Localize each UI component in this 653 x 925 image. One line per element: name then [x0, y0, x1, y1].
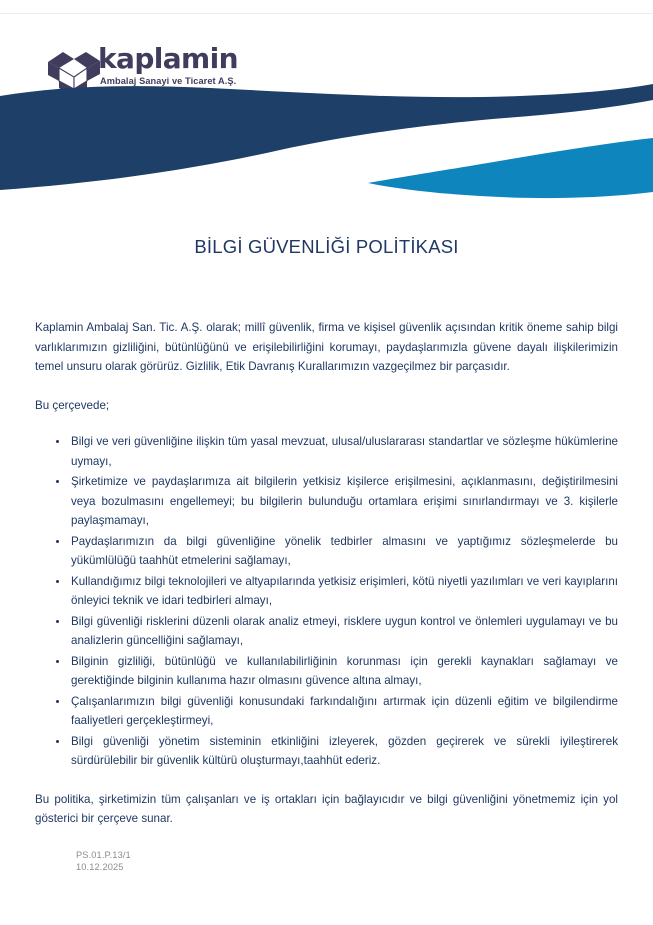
page-title: BİLGİ GÜVENLİĞİ POLİTİKASI — [194, 236, 459, 257]
list-item: Bilgi güvenliği yönetim sisteminin etkinliğini izleyerek, gözden geçirerek ve sürekli iyileştirerek sürdürülebilir bir güvenlik kültürü oluşturmayı,taahhüt ederiz. — [35, 732, 618, 771]
header-wave-banner — [0, 78, 653, 203]
list-item: Paydaşlarımızın da bilgi güvenliğine yönelik tedbirler almasını ve yaptığımız sözleşmelerde bu yükümlülüğü taahhüt etmelerini sağlamayı, — [35, 532, 618, 571]
list-item: Bilginin gizliliği, bütünlüğü ve kullanılabilirliğinin korunması için gerekli kaynakları sağlamayı ve gerektiğinde bilginin kullanıma hazır olmasını güvence altına almayı, — [35, 652, 618, 691]
list-item: Bilgi güvenliği risklerini düzenli olarak analiz etmeyi, risklere uygun kontrol ve önlemleri uygulamayı ve bu analizlerin güncelliğini sağlamayı, — [35, 612, 618, 651]
logo-tagline: Ambalaj Sanayi ve Ticaret A.Ş. — [100, 76, 237, 86]
document-footer — [76, 850, 131, 873]
cyan-wave-shape — [368, 138, 653, 198]
list-item: Kullandığımız bilgi teknolojileri ve altyapılarında yetkisiz erişimleri, kötü niyetli yazılımları ve veri kayıplarını önleyici teknik ve idari tedbirleri almayı, — [35, 572, 618, 611]
document-code: PS.01.P.13/1 — [76, 850, 131, 860]
closing-paragraph: Bu politika, şirketimizin tüm çalışanları ve iş ortakları için bağlayıcıdır ve bilgi güvenliğini yönetmemiz için yol gösterici bir çerçeve sunar. — [35, 792, 618, 825]
list-item: Bilgi ve veri güvenliğine ilişkin tüm yasal mevzuat, ulusal/uluslararası standartlar ve sözleşme hükümlerine uymayı, — [35, 432, 618, 471]
logo-wordmark: kaplamin — [98, 42, 238, 75]
document-date: 10.12.2025 — [76, 861, 124, 872]
lead-in-text: Bu çerçevede; — [35, 398, 110, 412]
page-top-rule — [0, 13, 653, 14]
commitments-list — [35, 432, 618, 771]
intro-paragraph: Kaplamin Ambalaj San. Tic. A.Ş. olarak; millî güvenlik, firma ve kişisel güvenlik açısından kritik öneme sahip bilgi varlıklarımızın gizliliğini, bütünlüğünü ve erişilebilirliğini korumayı, paydaşlarımızla güvene dayalı ilişkilerimizin temel unsuru olarak görürüz. Gizlilik, Etik Davranış Kurallarımızın vazgeçilmez bir parçasıdır. — [35, 321, 618, 373]
list-item: Şirketimize ve paydaşlarımıza ait bilgilerin yetkisiz kişilerce erişilmesini, açıklanmasını, değiştirilmesini veya bozulmasını engellemeyi; bu bilgilerin bulunduğu ortamlara erişimi sınırlandırmayı ve 3. kişilerle paylaşmamayı, — [35, 472, 618, 531]
policy-body — [35, 318, 618, 829]
list-item: Çalışanlarımızın bilgi güvenliği konusundaki farkındalığını artırmak için düzenli eğitim ve bilgilendirme faaliyetleri gerçekleştirmeyi, — [35, 692, 618, 731]
